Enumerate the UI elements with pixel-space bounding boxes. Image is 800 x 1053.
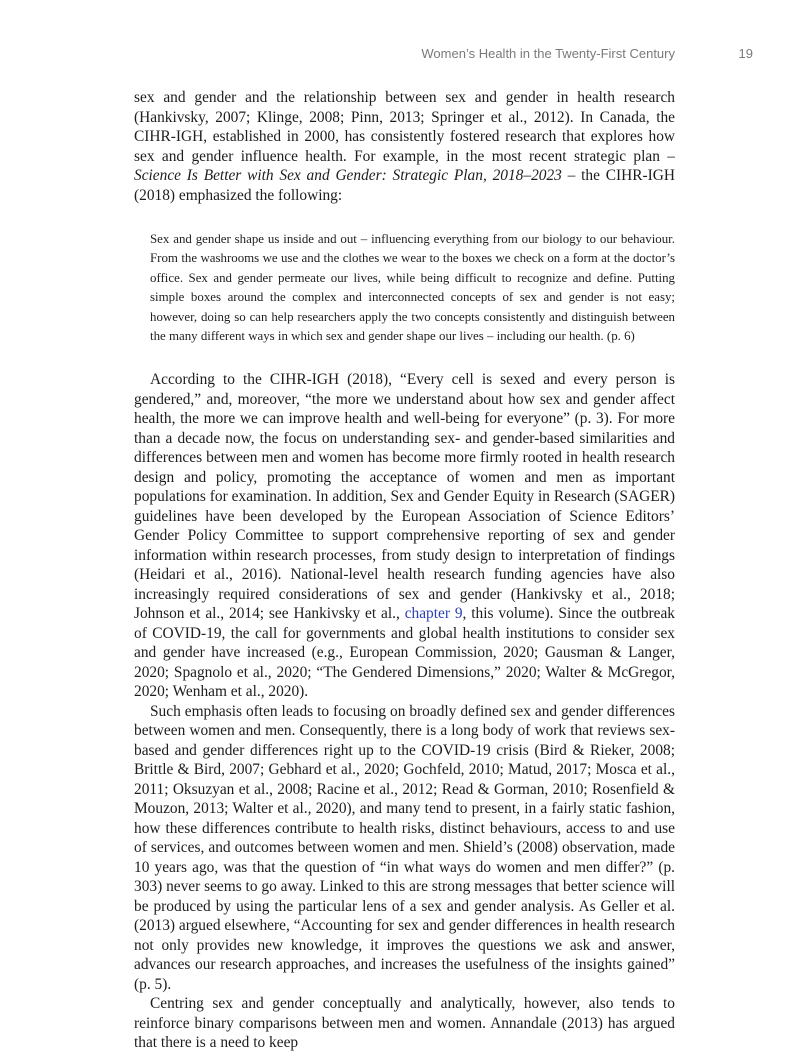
running-title: Women’s Health in the Twenty-First Century: [421, 46, 675, 61]
page-number: 19: [738, 46, 753, 61]
paragraph-1-text: sex and gender and the relationship between sex and gender in health research (Hankivsky, 2007; Klinge, 2008; Pinn, 2013; Springer et al., 2012). In Canada, the CIHR-IGH, established in 2000, has consistently fostered research that explores how sex and gender influence health. For example, in the most recent strategic plan –: [134, 89, 675, 165]
paragraph-3: Such emphasis often leads to focusing on broadly defined sex and gender differences between women and men. Consequently, there is a long body of work that reviews sex-based and gender differences right up to the COVID-19 crisis (Bird & Rieker, 2008; Brittle & Bird, 2007; Gebhard et al., 2020; Gochfeld, 2010; Matud, 2017; Mosca et al., 2011; Oksuzyan et al., 2008; Racine et al., 2012; Read & Gorman, 2010; Rosenfield & Mouzon, 2013; Walter et al., 2020), and many tend to present, in a fairly static fashion, how these differences contribute to health risks, distinct behaviours, access to and use of services, and outcomes between women and men. Shield’s (2008) observation, made 10 years ago, was that the question of “in what ways do women and men differ?” (p. 303) never seems to go away. Linked to this are strong messages that better science will be produced by using the particular lens of a sex and gender analysis. As Geller et al. (2013) argued elsewhere, “Accounting for sex and gender differences in health research not only provides new knowledge, it improves the questions we ask and answer, advances our research approaches, and increases the usefulness of the insights gained” (p. 5).: [134, 702, 675, 993]
chapter-9-link[interactable]: chapter 9: [404, 605, 463, 623]
paragraph-4: Centring sex and gender conceptually and analytically, however, also tends to reinforce binary comparisons between men and women. Annandale (2013) has argued that there is a need to keep: [134, 995, 675, 1052]
paragraph-1-text-end: – the CIHR-IGH (2018) emphasized the following:: [134, 167, 675, 204]
paragraph-2: [134, 370, 675, 702]
paragraph-2-text-end: , this volume). Since the outbreak of COVID-19, the call for governments and global health institutions to consider sex and gender have increased (e.g., European Commission, 2020; Gausman & Langer, 2020; Spagnolo et al., 2020; “The Gendered Dimensions,” 2020; Walter & McGregor, 2020; Wenham et al., 2020).: [134, 605, 675, 701]
block-quote: Sex and gender shape us inside and out – influencing everything from our biology to our behaviour. From the washrooms we use and the clothes we wear to the boxes we check on a form at the doctor’s office. Sex and gender permeate our lives, while being difficult to recognize and define. Putting simple boxes around the complex and interconnected concepts of sex and gender is not easy; however, doing so can help researchers apply the two concepts consistently and distinguish between the many different ways in which sex and gender shape our lives – including our health. (p. 6): [150, 232, 675, 344]
paragraph-2-text: According to the CIHR-IGH (2018), “Every cell is sexed and every person is gendered,” and, moreover, “the more we understand about how sex and gender affect health, the more we can improve health and well-being for everyone” (p. 3). For more than a decade now, the focus on understanding sex- and gender-based similarities and differences between men and women has become more firmly rooted in health research design and policy, promoting the acceptance of women and men as important populations for examination. In addition, Sex and Gender Equity in Research (SAGER) guidelines have been developed by the European Association of Science Editors’ Gender Policy Committee to support comprehensive reporting of sex and gender information within research processes, from study design to interpretation of findings (Heidari et al., 2016). National-level health research funding agencies have also increasingly required considerations of sex and gender (Hankivsky et al., 2018; Johnson et al., 2014; see Hankivsky et al.,: [134, 371, 675, 623]
strategic-plan-title: Science Is Better with Sex and Gender: Strategic Plan, 2018–2023: [134, 167, 562, 184]
body-text: [134, 88, 675, 1053]
paragraph-1: [134, 88, 675, 205]
running-head: [0, 46, 800, 66]
